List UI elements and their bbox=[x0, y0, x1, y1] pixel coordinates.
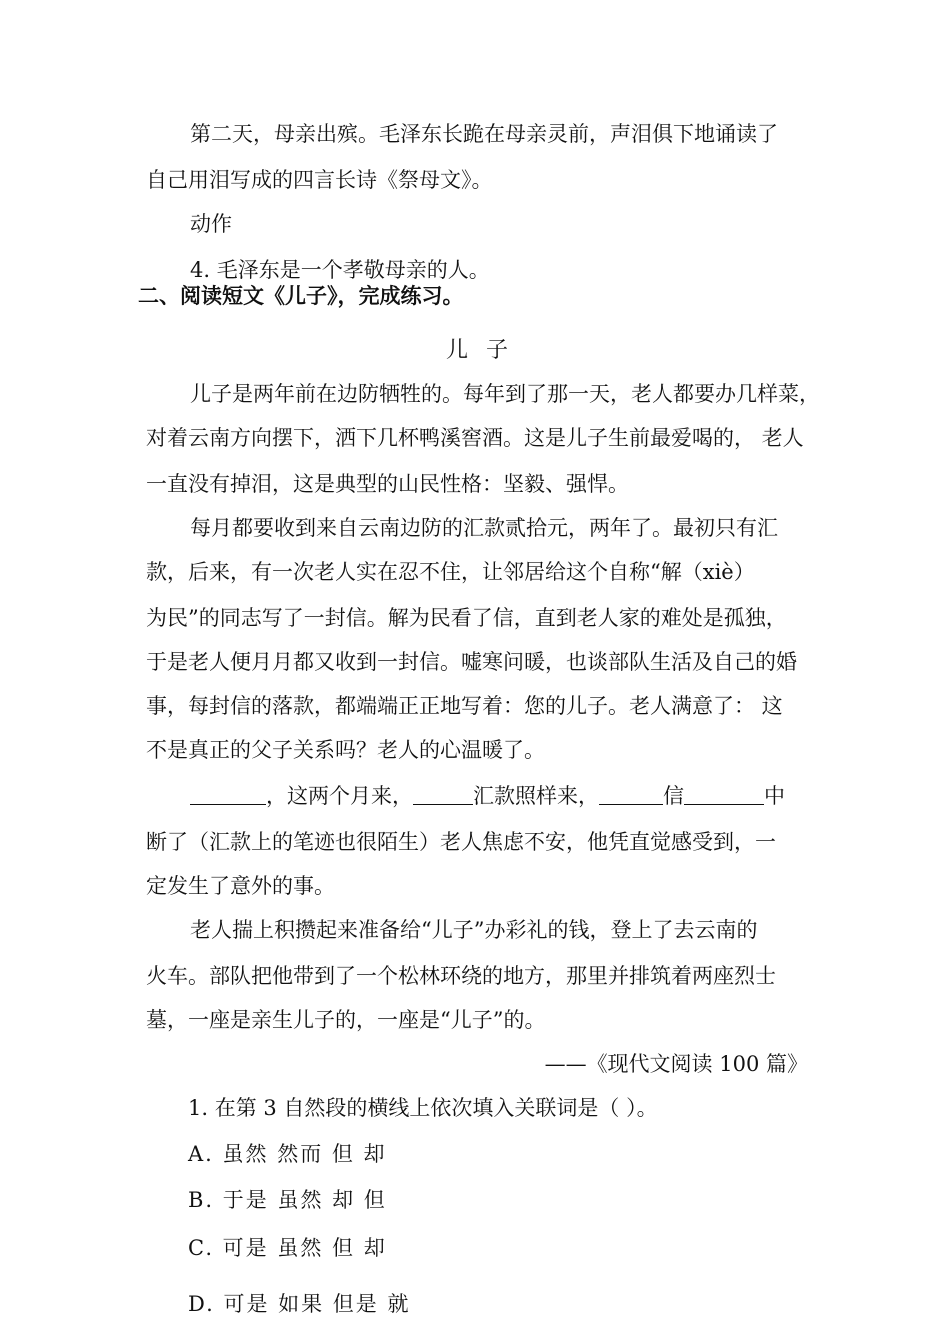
fill-text: 信 bbox=[663, 784, 684, 808]
blank-4[interactable] bbox=[684, 786, 764, 805]
option-b[interactable]: B. 于是 虽然 却 但 bbox=[188, 1188, 387, 1212]
fill-text: 汇款照样来， bbox=[473, 784, 599, 808]
article-line: 每月都要收到来自云南边防的汇款贰拾元，两年了。最初只有汇 bbox=[190, 516, 778, 540]
option-c[interactable]: C. 可是 虽然 但 却 bbox=[188, 1236, 387, 1260]
fill-text: 中 bbox=[764, 784, 785, 808]
question-stem: 1. 在第 3 自然段的横线上依次填入关联词是（ ）。 bbox=[188, 1096, 658, 1120]
article-line: 款，后来，有一次老人实在忍不住，让邻居给这个自称“解（xiè） bbox=[146, 560, 755, 584]
option-d[interactable]: D. 可是 如果 但是 就 bbox=[188, 1292, 411, 1316]
blank-3[interactable] bbox=[599, 786, 663, 805]
answer-4: 4. 毛泽东是一个孝敬母亲的人。 bbox=[190, 258, 490, 282]
article-line: 断了（汇款上的笔迹也很陌生）老人焦虑不安，他凭直觉感受到，一 bbox=[146, 830, 776, 854]
article-line: 事，每封信的落款，都端端正正地写着：您的儿子。老人满意了： 这 bbox=[146, 694, 783, 718]
article-line: 为民”的同志写了一封信。解为民看了信，直到老人家的难处是孤独， bbox=[146, 606, 787, 630]
article-line: 于是老人便月月都又收到一封信。嘘寒问暖，也谈部队生活及自己的婚 bbox=[146, 650, 797, 674]
fill-blank-line bbox=[190, 786, 785, 807]
section-heading: 二、阅读短文《儿子》，完成练习。 bbox=[138, 284, 464, 308]
prev-paragraph-line-2: 自己用泪写成的四言长诗《祭母文》。 bbox=[146, 168, 493, 192]
article-line: 一直没有掉泪，这是典型的山民性格：坚毅、强悍。 bbox=[146, 472, 629, 496]
article-line: 墓，一座是亲生儿子的，一座是“儿子”的。 bbox=[146, 1008, 546, 1032]
article-line: 火车。部队把他带到了一个松林环绕的地方，那里并排筑着两座烈士 bbox=[146, 964, 776, 988]
fill-text: ，这两个月来， bbox=[266, 784, 413, 808]
article-line: 不是真正的父子关系吗？老人的心温暖了。 bbox=[146, 738, 545, 762]
article-line: 老人揣上积攒起来准备给“儿子”办彩礼的钱，登上了去云南的 bbox=[190, 918, 758, 942]
prev-paragraph-line-1: 第二天，母亲出殡。毛泽东长跪在母亲灵前，声泪俱下地诵读了 bbox=[190, 122, 778, 146]
blank-2[interactable] bbox=[413, 786, 473, 805]
article-line: 对着云南方向摆下，洒下几杯鸭溪窖酒。这是儿子生前最爱喝的， 老人 bbox=[146, 426, 804, 450]
article-line: 定发生了意外的事。 bbox=[146, 874, 335, 898]
answer-3: 动作 bbox=[190, 212, 232, 236]
option-a[interactable]: A. 虽然 然而 但 却 bbox=[188, 1142, 387, 1166]
article-source: ——《现代文阅读 100 篇》 bbox=[544, 1052, 808, 1076]
article-line: 儿子是两年前在边防牺牲的。每年到了那一天，老人都要办几样菜， bbox=[190, 382, 820, 406]
article-title: 儿子 bbox=[446, 338, 527, 363]
blank-1[interactable] bbox=[190, 786, 266, 805]
